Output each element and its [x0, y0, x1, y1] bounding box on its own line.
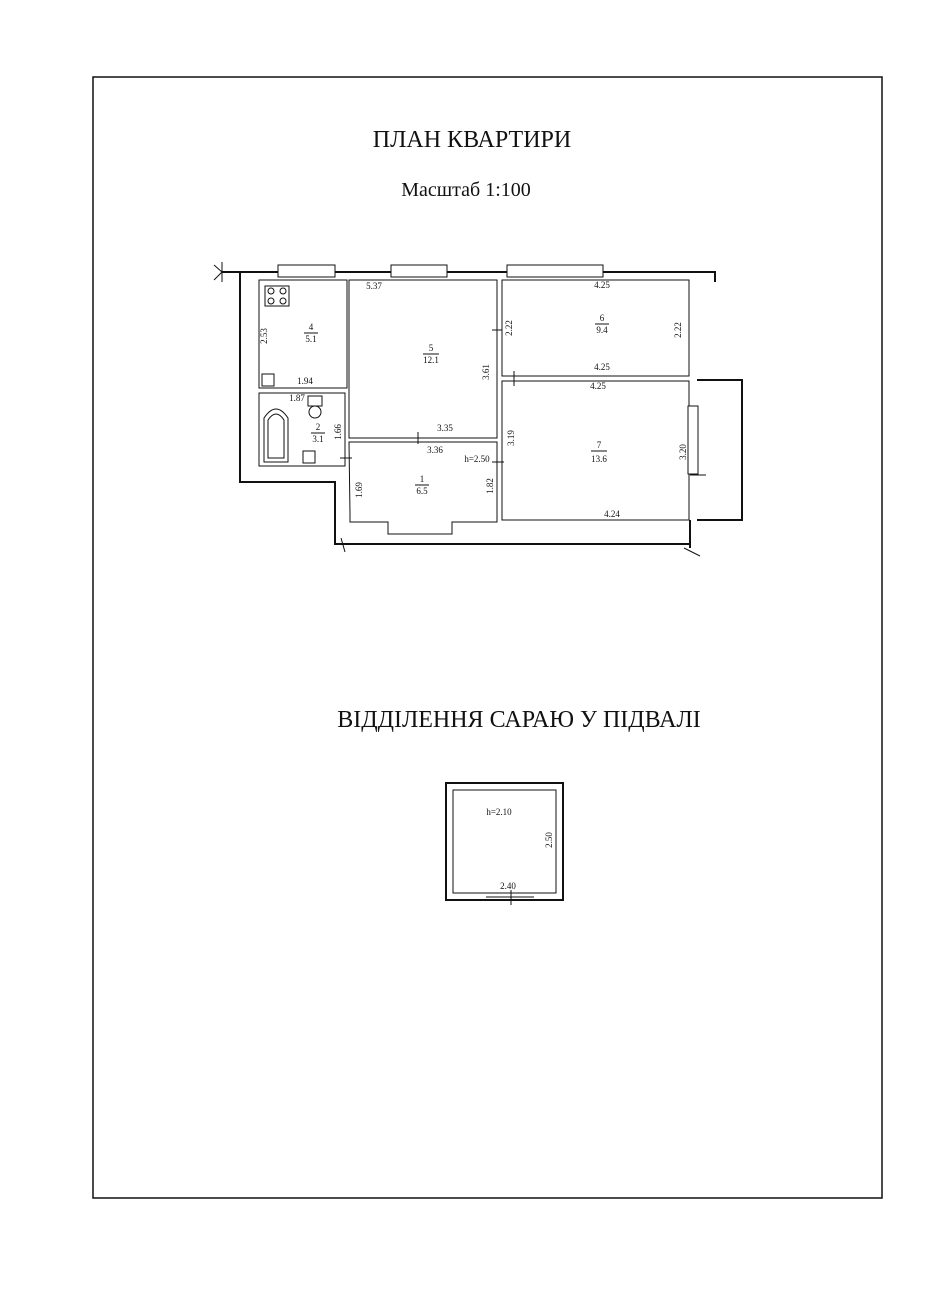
- room-4: [259, 280, 347, 388]
- storage-title: ВІДДІЛЕННЯ САРАЮ У ПІДВАЛІ: [337, 707, 701, 733]
- plan-height-label: h=2.50: [464, 454, 490, 464]
- dim-r6-top: 4.25: [594, 280, 610, 290]
- dim-r7-left: 3.19: [506, 430, 516, 446]
- window-room6: [507, 265, 603, 277]
- storage-dim-bottom: 2.40: [500, 881, 516, 891]
- dim-r4-width: 1.94: [297, 376, 313, 386]
- room-5-area: 12.1: [423, 355, 439, 365]
- window-kitchen: [278, 265, 335, 277]
- dim-r7-top: 4.25: [590, 381, 606, 391]
- room-5-num: 5: [428, 343, 434, 353]
- dim-r4-height: 2.53: [259, 328, 269, 344]
- dim-r1-top: 3.36: [427, 445, 443, 455]
- dim-r6-bottom: 4.25: [594, 362, 610, 372]
- room-2-num: 2: [315, 422, 321, 432]
- plan-title: ПЛАН КВАРТИРИ: [372, 127, 572, 153]
- dim-r7-right: 3.20: [678, 444, 688, 460]
- storage-plan: [446, 783, 563, 905]
- room-7-num: 7: [596, 440, 602, 450]
- plan-scale: Масштаб 1:100: [401, 179, 531, 201]
- apartment-plan: [214, 262, 742, 556]
- room-7-area: 13.6: [591, 454, 607, 464]
- room-4-area: 5.1: [305, 334, 317, 344]
- room-6-num: 6: [599, 313, 605, 323]
- room-1-area: 6.5: [416, 486, 428, 496]
- dim-r5-right: 3.61: [481, 364, 491, 380]
- storage-height-label: h=2.10: [486, 807, 512, 817]
- page-frame: [93, 77, 882, 1198]
- dim-r7-bottom: 4.24: [604, 509, 620, 519]
- dim-r1-left: 1.69: [354, 482, 364, 498]
- dim-r5-bottom: 3.35: [437, 423, 453, 433]
- dim-r6-right: 2.22: [673, 322, 683, 338]
- dim-r2-top: 1.87: [289, 393, 305, 403]
- dim-r5-top: 5.37: [366, 281, 382, 291]
- dim-r6-left: 2.22: [504, 320, 514, 336]
- dim-r2-height: 1.66: [333, 424, 343, 440]
- room-2-area: 3.1: [312, 434, 324, 444]
- storage-dim-right: 2.50: [544, 832, 554, 848]
- window-room7: [688, 406, 698, 474]
- room-4-num: 4: [308, 322, 314, 332]
- room-6-area: 9.4: [596, 325, 608, 335]
- window-room5: [391, 265, 447, 277]
- room-1-num: 1: [419, 474, 425, 484]
- dim-r1-right: 1.82: [485, 478, 495, 494]
